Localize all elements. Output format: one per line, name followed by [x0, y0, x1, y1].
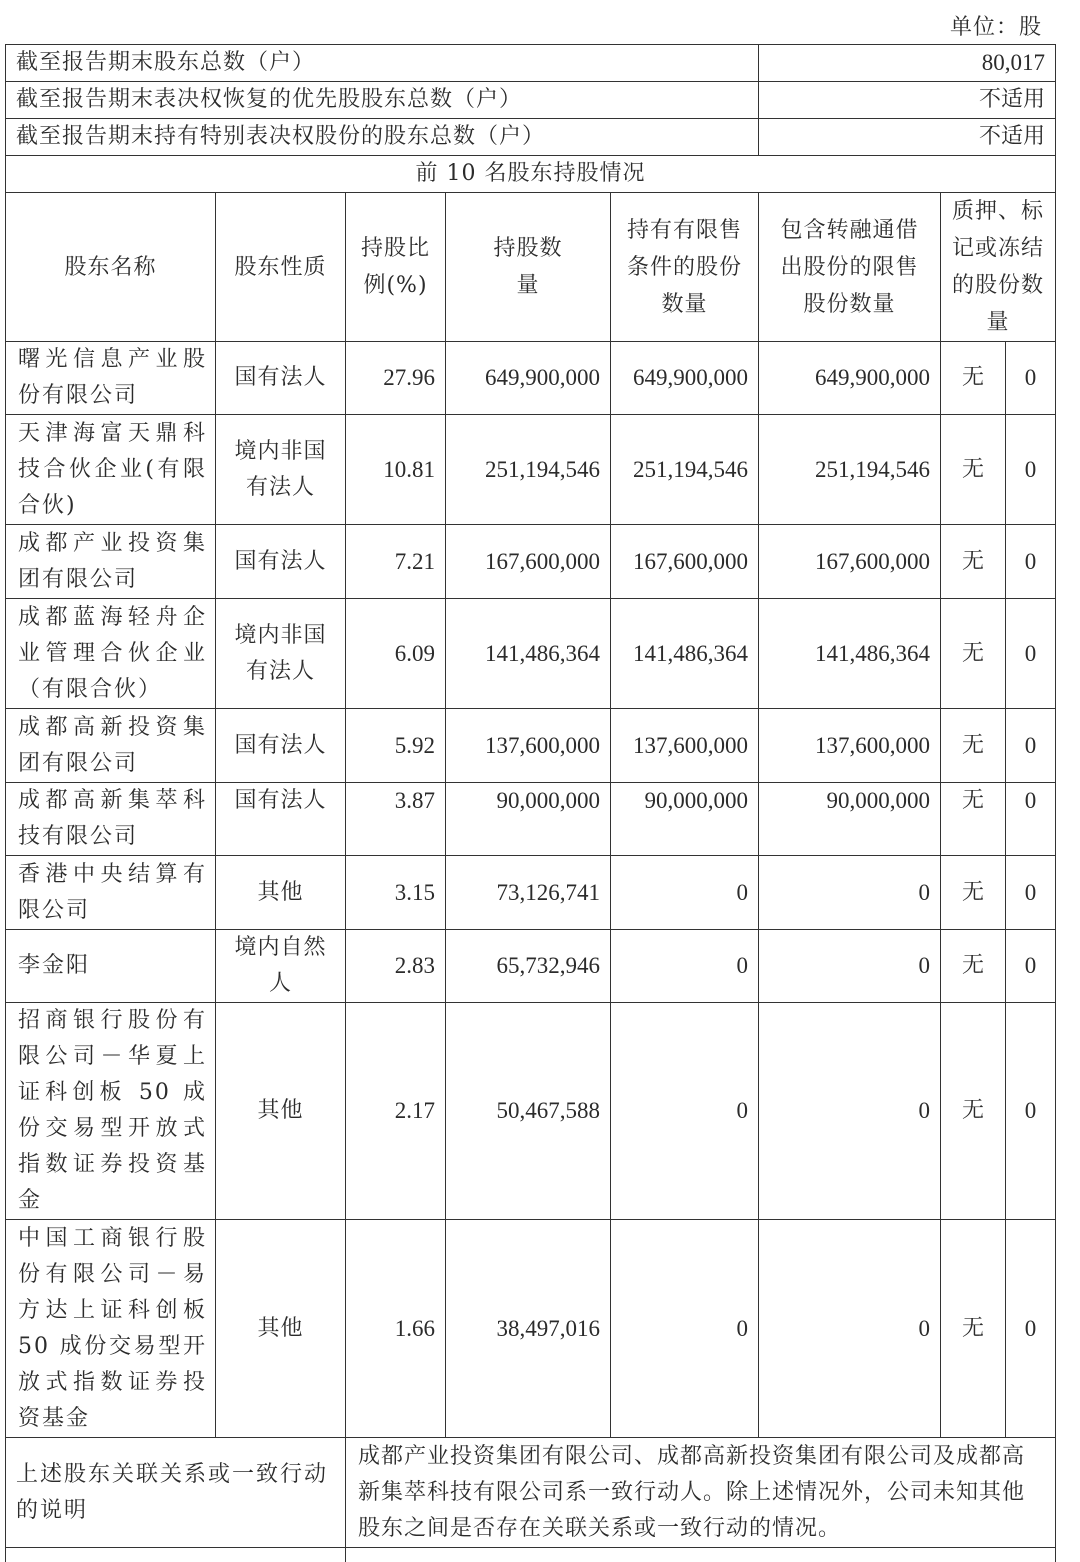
pledge-status: 无 — [941, 525, 1006, 599]
shareholding-quantity: 38,497,016 — [446, 1220, 611, 1438]
summary-row — [6, 45, 1056, 82]
pledge-quantity: 0 — [1006, 599, 1056, 709]
pledge-status: 无 — [941, 1003, 1006, 1220]
col-header-restricted: 持有有限售条件的股份数量 — [611, 193, 759, 342]
summary-label: 截至报告期末股东总数（户） — [6, 45, 759, 82]
restricted-quantity: 649,900,000 — [611, 342, 759, 415]
pledge-quantity: 0 — [1006, 1220, 1056, 1438]
shareholding-quantity: 73,126,741 — [446, 856, 611, 930]
lending-restricted-quantity: 251,194,546 — [759, 415, 941, 525]
shareholder-nature: 境内自然人 — [216, 930, 346, 1003]
section-title: 前 10 名股东持股情况 — [6, 156, 1056, 193]
pledge-status: 无 — [941, 1220, 1006, 1438]
shareholder-name: 天津海富天鼎科技合伙企业(有限合伙) — [6, 415, 216, 525]
restricted-quantity: 141,486,364 — [611, 599, 759, 709]
shareholding-ratio: 6.09 — [346, 599, 446, 709]
lending-restricted-quantity: 0 — [759, 930, 941, 1003]
pledge-quantity: 0 — [1006, 415, 1056, 525]
table-row — [6, 709, 1056, 783]
pledge-quantity: 0 — [1006, 342, 1056, 415]
shareholder-name: 成都高新投资集团有限公司 — [6, 709, 216, 783]
pledge-status: 无 — [941, 342, 1006, 415]
table-row — [6, 1220, 1056, 1438]
pledge-quantity: 0 — [1006, 783, 1056, 856]
pledge-status: 无 — [941, 415, 1006, 525]
col-header-pledge: 质押、标记或冻结的股份数量 — [941, 193, 1056, 342]
shareholding-ratio: 2.17 — [346, 1003, 446, 1220]
truncated-cell — [346, 1548, 1056, 1562]
shareholding-ratio: 3.87 — [346, 783, 446, 856]
summary-value: 80,017 — [759, 45, 1056, 82]
summary-value: 不适用 — [759, 82, 1056, 119]
lending-restricted-quantity: 90,000,000 — [759, 783, 941, 856]
shareholder-name: 成都产业投资集团有限公司 — [6, 525, 216, 599]
shareholder-name: 中国工商银行股份有限公司－易方达上证科创板 50 成份交易型开放式指数证券投资基金 — [6, 1220, 216, 1438]
pledge-status: 无 — [941, 783, 1006, 856]
lending-restricted-quantity: 0 — [759, 1220, 941, 1438]
shareholder-nature: 国有法人 — [216, 525, 346, 599]
shareholding-quantity: 65,732,946 — [446, 930, 611, 1003]
summary-row — [6, 82, 1056, 119]
summary-row — [6, 119, 1056, 156]
shareholder-nature: 境内非国有法人 — [216, 415, 346, 525]
col-header-nature: 股东性质 — [216, 193, 346, 342]
restricted-quantity: 0 — [611, 930, 759, 1003]
pledge-status: 无 — [941, 709, 1006, 783]
summary-label: 截至报告期末持有特别表决权股份的股东总数（户） — [6, 119, 759, 156]
shareholding-ratio: 27.96 — [346, 342, 446, 415]
shareholder-name: 香港中央结算有限公司 — [6, 856, 216, 930]
unit-label: 单位：股 — [950, 10, 1042, 41]
shareholder-name: 招商银行股份有限公司－华夏上证科创板 50 成份交易型开放式指数证券投资基金 — [6, 1003, 216, 1220]
shareholder-nature: 其他 — [216, 1220, 346, 1438]
lending-restricted-quantity: 0 — [759, 856, 941, 930]
restricted-quantity: 137,600,000 — [611, 709, 759, 783]
relationship-note-text: 成都产业投资集团有限公司、成都高新投资集团有限公司及成都高新集萃科技有限公司系一致行动人。除上述情况外，公司未知其他股东之间是否存在关联关系或一致行动的情况。 — [346, 1438, 1056, 1548]
col-header-quantity: 持股数量 — [446, 193, 611, 342]
shareholder-nature: 国有法人 — [216, 709, 346, 783]
shareholder-name: 李金阳 — [6, 930, 216, 1003]
table-row — [6, 856, 1056, 930]
shareholder-nature: 国有法人 — [216, 783, 346, 856]
shareholding-quantity: 649,900,000 — [446, 342, 611, 415]
relationship-note-label: 上述股东关联关系或一致行动的说明 — [6, 1438, 346, 1548]
shareholding-quantity: 50,467,588 — [446, 1003, 611, 1220]
pledge-quantity: 0 — [1006, 709, 1056, 783]
restricted-quantity: 90,000,000 — [611, 783, 759, 856]
pledge-status: 无 — [941, 599, 1006, 709]
restricted-quantity: 0 — [611, 856, 759, 930]
table-row — [6, 783, 1056, 856]
table-row — [6, 930, 1056, 1003]
shareholding-quantity: 90,000,000 — [446, 783, 611, 856]
table-row — [6, 415, 1056, 525]
restricted-quantity: 167,600,000 — [611, 525, 759, 599]
col-header-lending: 包含转融通借出股份的限售股份数量 — [759, 193, 941, 342]
lending-restricted-quantity: 167,600,000 — [759, 525, 941, 599]
col-header-ratio: 持股比例(%) — [346, 193, 446, 342]
truncated-row — [6, 1548, 1056, 1562]
table-row — [6, 599, 1056, 709]
restricted-quantity: 0 — [611, 1003, 759, 1220]
shareholding-quantity: 141,486,364 — [446, 599, 611, 709]
shareholding-ratio: 5.92 — [346, 709, 446, 783]
header-row — [6, 193, 1056, 342]
shareholder-name: 曙光信息产业股份有限公司 — [6, 342, 216, 415]
relationship-note-row — [6, 1438, 1056, 1548]
table-row — [6, 525, 1056, 599]
table-row — [6, 342, 1056, 415]
pledge-quantity: 0 — [1006, 856, 1056, 930]
shareholding-ratio: 10.81 — [346, 415, 446, 525]
shareholding-ratio: 3.15 — [346, 856, 446, 930]
table-row — [6, 1003, 1056, 1220]
shareholding-quantity: 137,600,000 — [446, 709, 611, 783]
summary-label: 截至报告期末表决权恢复的优先股股东总数（户） — [6, 82, 759, 119]
shareholder-nature: 境内非国有法人 — [216, 599, 346, 709]
pledge-quantity: 0 — [1006, 930, 1056, 1003]
shareholding-ratio: 1.66 — [346, 1220, 446, 1438]
shareholding-quantity: 167,600,000 — [446, 525, 611, 599]
shareholding-ratio: 2.83 — [346, 930, 446, 1003]
shareholder-nature: 其他 — [216, 856, 346, 930]
restricted-quantity: 0 — [611, 1220, 759, 1438]
lending-restricted-quantity: 649,900,000 — [759, 342, 941, 415]
lending-restricted-quantity: 0 — [759, 1003, 941, 1220]
shareholder-nature: 国有法人 — [216, 342, 346, 415]
truncated-cell — [6, 1548, 346, 1562]
restricted-quantity: 251,194,546 — [611, 415, 759, 525]
shareholding-quantity: 251,194,546 — [446, 415, 611, 525]
shareholder-name: 成都蓝海轻舟企业管理合伙企业（有限合伙） — [6, 599, 216, 709]
section-title-row — [6, 156, 1056, 193]
pledge-quantity: 0 — [1006, 1003, 1056, 1220]
shareholder-nature: 其他 — [216, 1003, 346, 1220]
shareholder-table — [5, 44, 1056, 1562]
lending-restricted-quantity: 141,486,364 — [759, 599, 941, 709]
pledge-status: 无 — [941, 856, 1006, 930]
pledge-quantity: 0 — [1006, 525, 1056, 599]
shareholder-name: 成都高新集萃科技有限公司 — [6, 783, 216, 856]
pledge-status: 无 — [941, 930, 1006, 1003]
lending-restricted-quantity: 137,600,000 — [759, 709, 941, 783]
col-header-name: 股东名称 — [6, 193, 216, 342]
summary-value: 不适用 — [759, 119, 1056, 156]
shareholding-ratio: 7.21 — [346, 525, 446, 599]
